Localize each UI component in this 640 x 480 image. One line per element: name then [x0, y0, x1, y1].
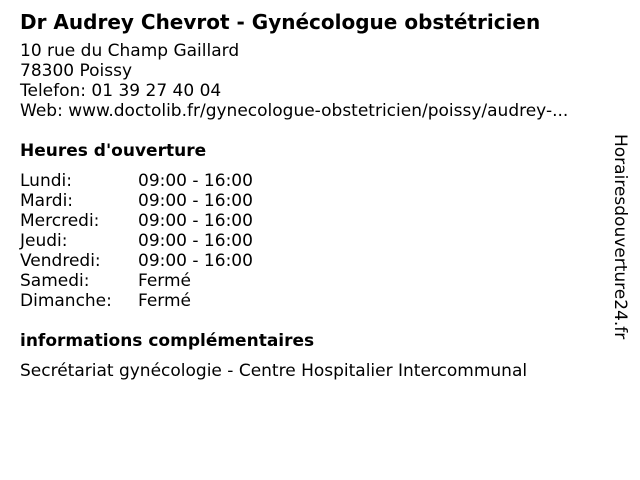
- additional-info-text: Secrétariat gynécologie - Centre Hospitalier Intercommunal: [20, 361, 528, 381]
- brand-watermark: Horairesdouverture24.fr: [610, 134, 630, 340]
- hours-value: 09:00 - 16:00: [138, 251, 253, 271]
- hours-value: 09:00 - 16:00: [138, 171, 253, 191]
- hours-day: Vendredi:: [20, 251, 101, 271]
- phone-line: Telefon: 01 39 27 40 04: [20, 81, 222, 101]
- hours-value: 09:00 - 16:00: [138, 231, 253, 251]
- hours-value: 09:00 - 16:00: [138, 191, 253, 211]
- hours-value: Fermé: [138, 291, 192, 311]
- hours-row-monday: [20, 171, 600, 191]
- website-link[interactable]: Web: www.doctolib.fr/gynecologue-obstetricien/poissy/audrey-...: [20, 101, 569, 121]
- hours-day: Dimanche:: [20, 291, 112, 311]
- hours-day: Mercredi:: [20, 211, 100, 231]
- business-card: [20, 8, 600, 381]
- address-block: [20, 41, 600, 121]
- hours-row-tuesday: [20, 191, 600, 211]
- opening-hours-table: [20, 171, 600, 311]
- hours-day: Mardi:: [20, 191, 74, 211]
- hours-day: Jeudi:: [20, 231, 68, 251]
- hours-row-wednesday: [20, 211, 600, 231]
- hours-row-friday: [20, 251, 600, 271]
- hours-day: Samedi:: [20, 271, 90, 291]
- opening-hours-heading: Heures d'ouverture: [20, 141, 207, 161]
- hours-value: 09:00 - 16:00: [138, 211, 253, 231]
- city-line: 78300 Poissy: [20, 61, 133, 81]
- additional-info-heading: informations complémentaires: [20, 331, 315, 351]
- hours-row-sunday: [20, 291, 600, 311]
- hours-day: Lundi:: [20, 171, 72, 191]
- page-title: Dr Audrey Chevrot - Gynécologue obstétricien: [20, 10, 541, 34]
- street-address: 10 rue du Champ Gaillard: [20, 41, 240, 61]
- hours-value: Fermé: [138, 271, 192, 291]
- side-brand: [608, 134, 632, 354]
- hours-row-saturday: [20, 271, 600, 291]
- hours-row-thursday: [20, 231, 600, 251]
